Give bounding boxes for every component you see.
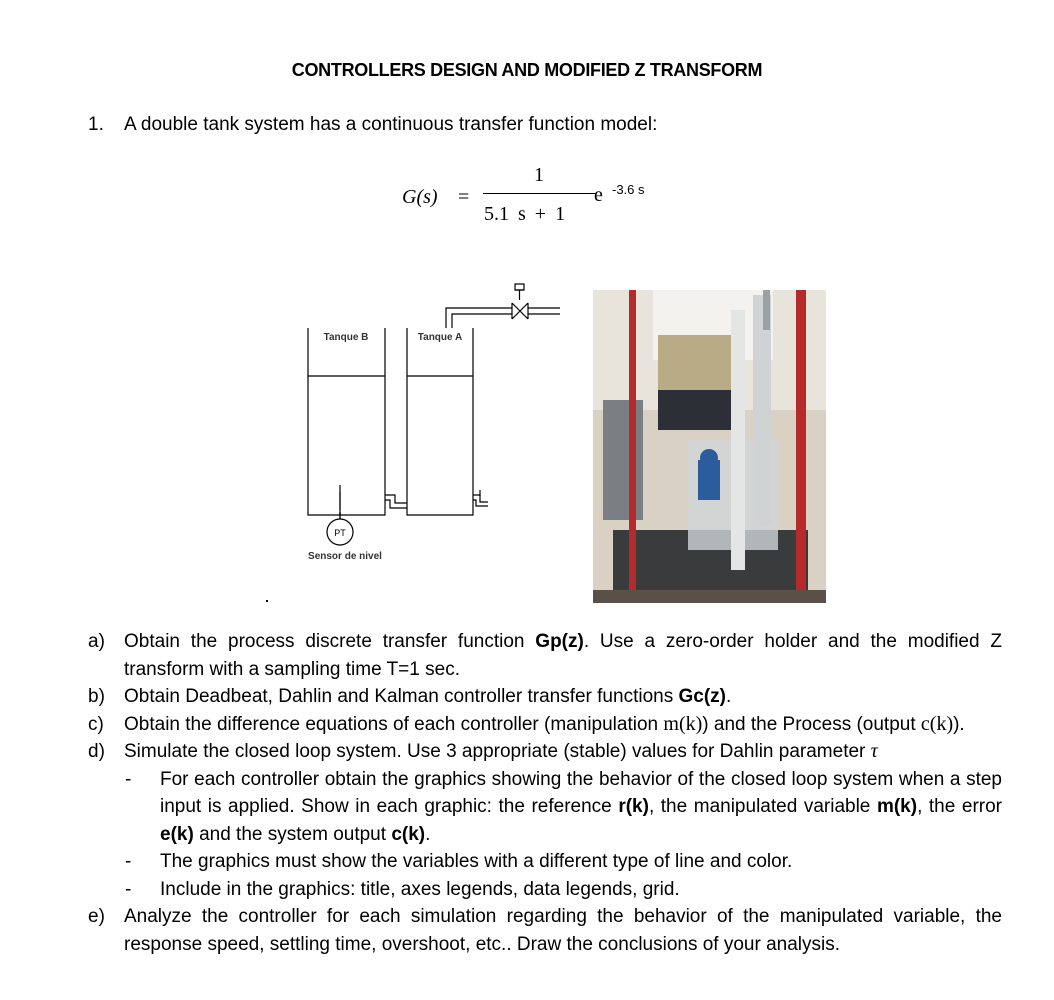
- sub-dash: -: [125, 878, 132, 900]
- item-text: . Use a zero-order holder and the modified Z transform with a sampling time T=1 sec.: [124, 631, 1002, 680]
- sensor-symbol: PT: [334, 528, 346, 538]
- exponential-base: e: [594, 184, 603, 206]
- sub-dash: -: [125, 768, 132, 790]
- item-label: d): [88, 741, 105, 762]
- item-text: Obtain Deadbeat, Dahlin and Kalman controller transfer functions: [124, 686, 679, 707]
- fraction-denominator: 5.1 s + 1: [484, 203, 566, 225]
- page-title: CONTROLLERS DESIGN AND MODIFIED Z TRANSFORM: [291, 60, 763, 80]
- sub-text: , the error: [917, 796, 1002, 817]
- sub-text: Include in the graphics: title, axes legends, data legends, grid.: [160, 878, 680, 900]
- item-text: Obtain the difference equations of each controller (manipulation: [124, 713, 664, 735]
- tank-b-label: Tanque B: [323, 332, 369, 343]
- item-text: Simulate the closed loop system. Use 3 appropriate (stable) values for Dahlin parameter: [124, 741, 871, 762]
- double-tank-diagram: [290, 270, 590, 570]
- item-text: Analyze the controller for each simulation regarding the behavior of the manipulated variable, the response speed, settling time, overshoot, etc.. Draw the conclusions of your analysis.: [124, 906, 1002, 955]
- item-label: e): [88, 906, 105, 927]
- sub-item: [124, 876, 1002, 904]
- item-text: ).: [953, 713, 965, 735]
- item-label: a): [88, 631, 105, 652]
- fraction-numerator: 1: [534, 164, 544, 186]
- item-bold: Gp(z): [535, 631, 584, 652]
- question-intro: A double tank system has a continuous transfer function model:: [124, 114, 658, 135]
- item-text: .: [725, 686, 732, 707]
- stray-dot: [266, 600, 268, 602]
- equation-lhs: G(s): [402, 186, 438, 208]
- item-a: [88, 628, 1002, 683]
- tank-rig-photo: [593, 290, 826, 603]
- sub-text: For each controller obtain the graphics showing the behavior of the closed loop system when a step input is applied. Show in each graphic: the reference: [160, 768, 1002, 817]
- sensor-label: Sensor de nivel: [308, 551, 382, 562]
- sub-text: , the manipulated variable: [648, 796, 877, 817]
- tau-symbol: τ: [870, 740, 878, 762]
- tank-a-label: Tanque A: [417, 332, 463, 343]
- item-text: ) and the Process (output: [702, 713, 921, 735]
- item-c: [88, 711, 1002, 739]
- sub-bold: m(k): [876, 796, 918, 817]
- sub-dash: -: [125, 851, 132, 872]
- item-d: [88, 738, 1002, 903]
- question-number: 1.: [88, 114, 104, 135]
- sub-text: .: [425, 823, 431, 845]
- equation-equals: =: [458, 186, 470, 208]
- item-b: [88, 683, 1002, 711]
- sub-item: [124, 766, 1002, 849]
- sub-bold: r(k): [618, 796, 649, 817]
- item-label: b): [88, 686, 105, 707]
- item-label: c): [88, 713, 104, 735]
- sub-item: [124, 848, 1002, 876]
- item-e: [88, 903, 1002, 958]
- sub-bold: c(k): [391, 823, 426, 845]
- question-list: [88, 628, 1002, 958]
- fraction-bar: [483, 193, 596, 194]
- item-bold: Gc(z): [678, 686, 726, 707]
- sub-text: The graphics must show the variables with a different type of line and color.: [160, 851, 793, 872]
- sub-bold: e(k): [160, 823, 194, 845]
- item-text: Obtain the process discrete transfer function: [124, 631, 536, 652]
- item-math: c(k): [920, 712, 954, 735]
- item-math: m(k): [663, 712, 703, 735]
- exponential-power: -3.6 s: [612, 182, 645, 197]
- sub-text: and the system output: [193, 823, 392, 845]
